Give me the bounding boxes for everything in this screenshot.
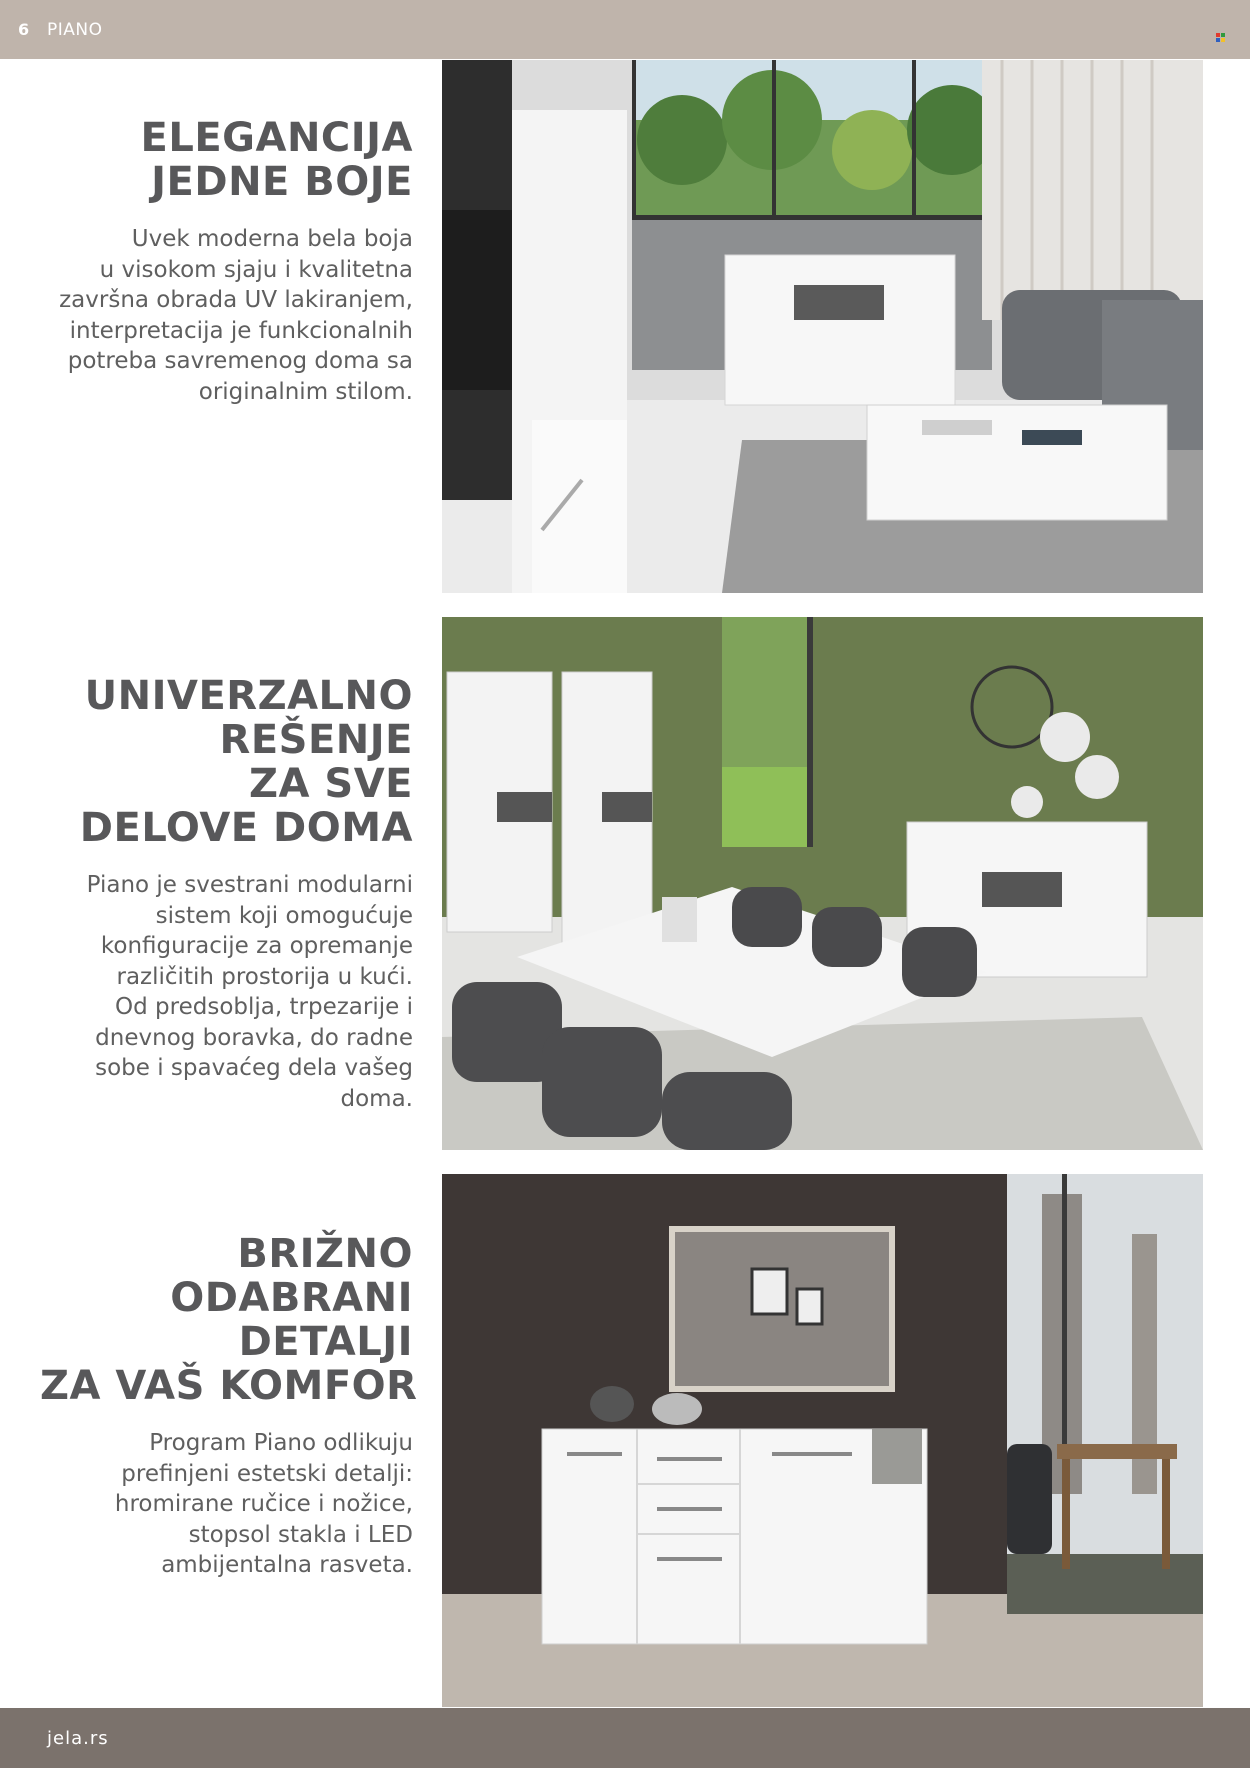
body-line: interpretacija je funkcionalnih [69, 317, 413, 344]
heading-line: BRIŽNO [237, 1231, 413, 1277]
section-2-text [40, 674, 413, 1114]
body-line: ambijentalna rasveta. [161, 1552, 413, 1578]
body-line: sistem koji omogućuje [155, 902, 413, 929]
section-2-body [40, 870, 413, 1114]
heading-line: ZA VAŠ KOMFOR [40, 1363, 418, 1409]
website-link[interactable]: jela.rs [47, 1728, 109, 1749]
page-number: 6 [18, 20, 30, 39]
body-line: u visokom sjaju i kvalitetna [99, 256, 413, 283]
body-line: Od predsoblja, trpezarije i [115, 994, 413, 1020]
section-1-heading [40, 116, 413, 204]
section-3-text [40, 1231, 418, 1581]
body-line: Uvek moderna bela boja [131, 226, 413, 252]
heading-line: DETALJI [238, 1319, 413, 1365]
heading-line: DELOVE DOMA [79, 805, 413, 851]
body-line: dnevnog boravka, do radne [95, 1024, 413, 1051]
body-line: različitih prostorija u kući. [116, 963, 413, 990]
section-2-heading [40, 674, 413, 850]
page-footer [0, 1708, 1250, 1768]
body-line: sobe i spavaćeg dela vašeg [95, 1055, 413, 1081]
heading-line: ELEGANCIJA [140, 115, 413, 161]
body-line: Program Piano odlikuju [149, 1430, 413, 1456]
body-line: prefinjeni estetski detalji: [121, 1460, 413, 1487]
body-line: stopsol stakla i LED [188, 1521, 413, 1548]
body-line: hromirane ručice i nožice, [114, 1491, 413, 1517]
heading-line: JEDNE BOJE [151, 159, 413, 205]
body-line: Piano je svestrani modularni [86, 872, 413, 898]
body-line: konfiguracije za opremanje [100, 933, 413, 959]
page-title: PIANO [47, 20, 103, 40]
body-line: doma. [340, 1085, 413, 1112]
body-line: završna obrada UV lakiranjem, [59, 287, 413, 313]
brand-logo-icon [1216, 33, 1226, 43]
living-room-photo [442, 60, 1203, 593]
dining-room-photo [442, 617, 1203, 1150]
heading-line: REŠENJE [219, 717, 413, 763]
section-1-body [40, 224, 413, 407]
body-line: potreba savremenog doma sa [67, 348, 413, 374]
sideboard-photo [442, 1174, 1203, 1707]
section-3-body [40, 1428, 413, 1581]
heading-line: ODABRANI [170, 1275, 413, 1321]
section-3-heading [40, 1231, 418, 1409]
heading-line: ZA SVE [249, 761, 413, 807]
section-1-text [40, 116, 413, 407]
body-line: originalnim stilom. [198, 378, 413, 405]
heading-line: UNIVERZALNO [84, 673, 413, 719]
page-header [0, 0, 1250, 59]
